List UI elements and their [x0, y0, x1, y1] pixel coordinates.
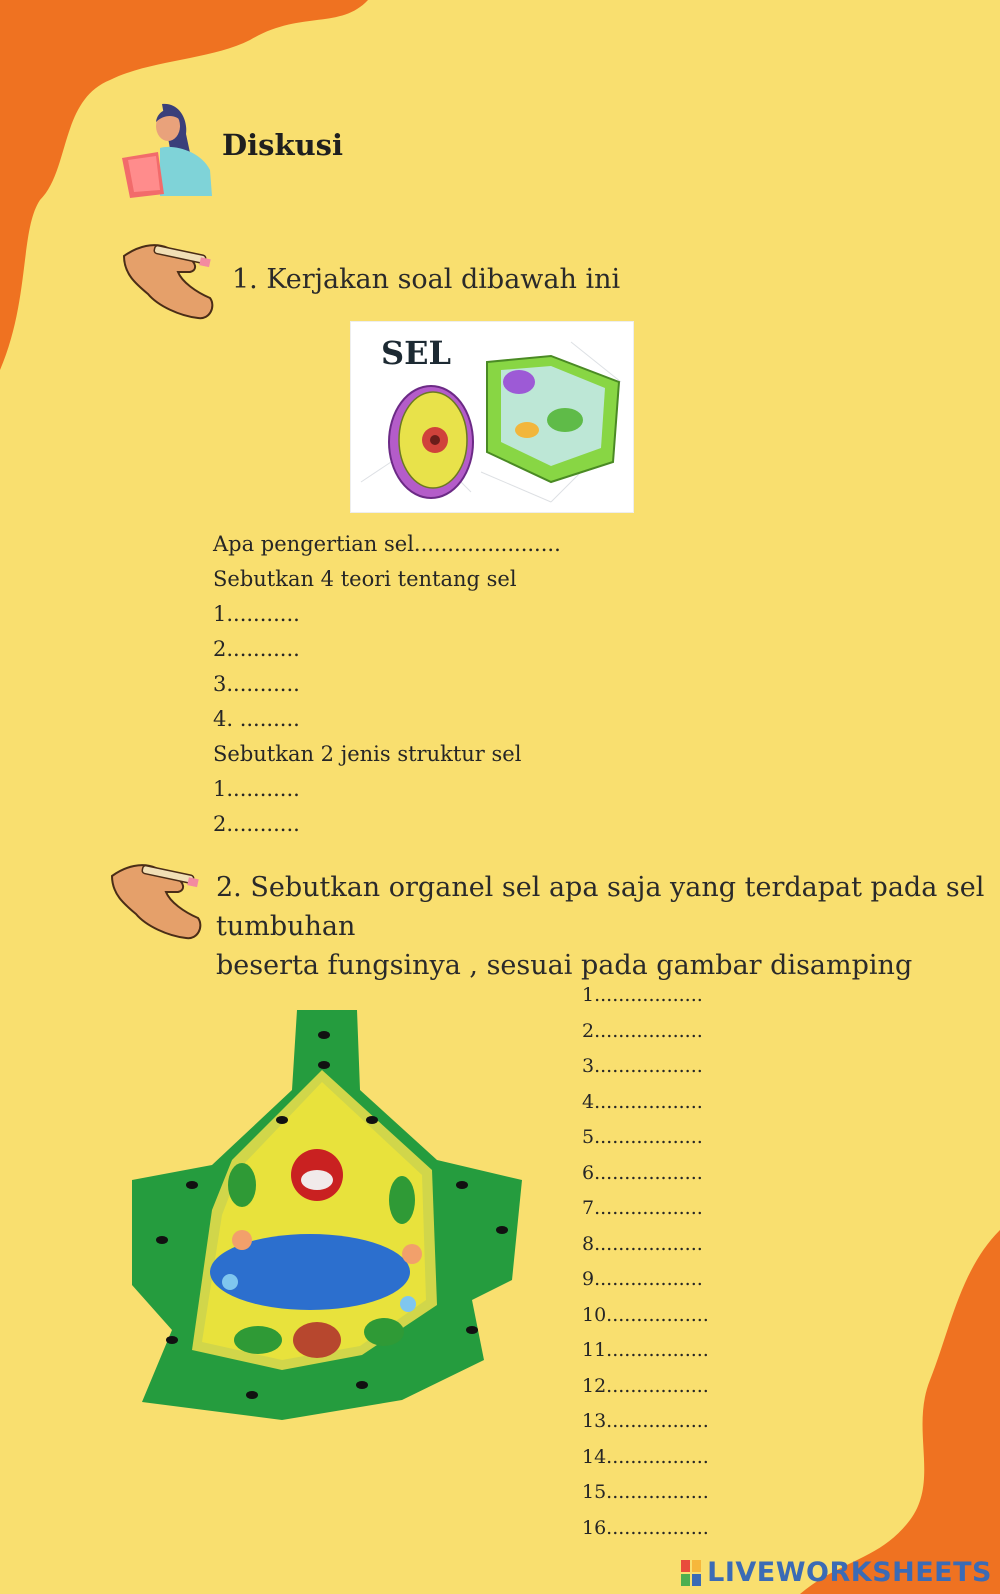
cell-diagram-image: [351, 322, 633, 512]
q1-line: 2...........: [213, 637, 300, 661]
cell-image-label: SEL: [381, 334, 451, 372]
answer-line: 9..................: [582, 1268, 703, 1290]
liveworksheets-mark-icon: [681, 1560, 701, 1586]
q1-line: 3...........: [213, 672, 300, 696]
question-1-lines: [213, 527, 561, 842]
q1-line: 1...........: [213, 777, 300, 801]
answer-line: 14.................: [582, 1445, 709, 1468]
answer-line: 1..................: [582, 984, 703, 1006]
page-title: Diskusi: [222, 128, 344, 162]
answer-line: 15.................: [582, 1481, 709, 1503]
q1-line: Sebutkan 2 jenis struktur sel: [213, 742, 522, 766]
answer-line: 13.................: [582, 1410, 709, 1432]
answer-line: 6..................: [582, 1161, 703, 1184]
answer-line: 7..................: [582, 1197, 703, 1219]
reading-woman-icon: [120, 100, 220, 200]
plant-cell-model-image: [132, 1010, 532, 1430]
answer-line: 4..................: [582, 1090, 703, 1113]
q1-line: 4. .........: [213, 707, 300, 731]
question-2-heading-line1: 2. Sebutkan organel sel apa saja yang terdapat pada sel tumbuhan: [216, 872, 985, 942]
q1-line: 2...........: [213, 812, 300, 836]
writing-hand-icon: [106, 856, 206, 944]
answer-line: 2..................: [582, 1019, 703, 1042]
answer-line: 12.................: [582, 1374, 709, 1397]
liveworksheets-text: LIVEWORKSHEETS: [707, 1557, 992, 1588]
answer-line: 10.................: [582, 1303, 709, 1326]
question-2-answers: [582, 978, 709, 1546]
answer-line: 11.................: [582, 1339, 709, 1361]
q1-line: Apa pengertian sel......................: [213, 532, 561, 556]
question-2-heading-line2: beserta fungsinya , sesuai pada gambar disamping: [216, 950, 913, 981]
question-1-heading: 1. Kerjakan soal dibawah ini: [232, 264, 621, 295]
q1-line: 1...........: [213, 602, 300, 626]
liveworksheets-logo[interactable]: [681, 1557, 992, 1588]
answer-line: 8..................: [582, 1232, 703, 1255]
writing-hand-icon: [118, 236, 218, 324]
answer-line: 5..................: [582, 1126, 703, 1148]
bottom-right-blob: [760, 1230, 1000, 1594]
q1-line: Sebutkan 4 teori tentang sel: [213, 567, 517, 591]
answer-line: 16.................: [582, 1516, 709, 1539]
answer-line: 3..................: [582, 1055, 703, 1077]
question-2-heading: [216, 868, 1000, 985]
